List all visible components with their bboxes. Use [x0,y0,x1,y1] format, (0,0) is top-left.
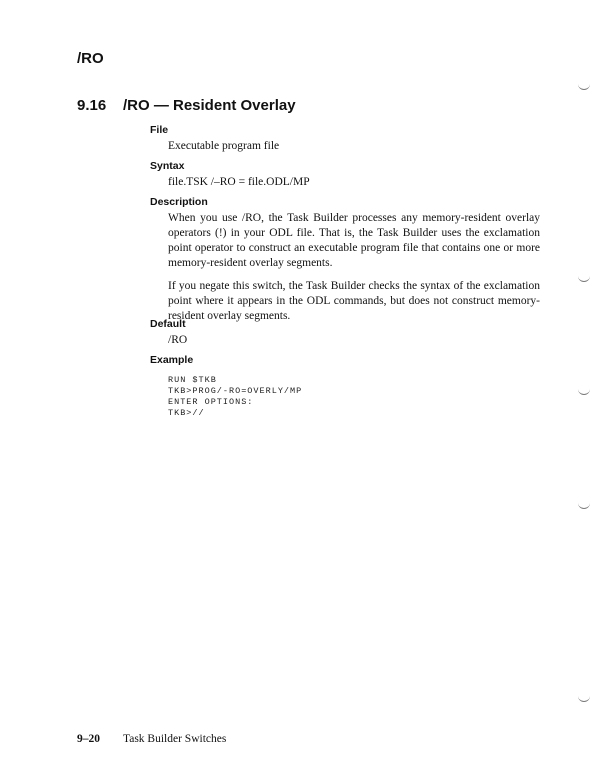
page-number: 9–20 [77,733,100,745]
margin-binding-mark [578,695,590,702]
code-line: ENTER OPTIONS: [168,397,254,407]
page-footer [77,733,226,745]
description-body [168,211,540,332]
syntax-heading: Syntax [150,160,185,172]
default-heading: Default [150,318,186,330]
code-line: TKB>// [168,408,205,418]
example-code [168,375,302,419]
syntax-text: file.TSK /–RO = file.ODL/MP [168,176,310,188]
chapter-title: Task Builder Switches [123,733,227,745]
code-line: RUN $TKB [168,375,217,385]
description-heading: Description [150,196,208,208]
margin-binding-mark [578,502,590,509]
default-text: /RO [168,334,188,346]
description-paragraph: When you use /RO, the Task Builder processes any memory-resident overlay operators (!) in your ODL file. That is, the Task Builder uses the exclamation point operator to construct an executable program file that contains one or more memory-resident overlay segments. [168,212,540,269]
margin-binding-mark [578,388,590,395]
example-heading: Example [150,354,194,366]
file-heading: File [150,124,169,136]
file-text: Executable program file [168,140,280,152]
margin-binding-mark [578,83,590,90]
section-title [77,97,296,114]
description-paragraph: If you negate this switch, the Task Builder checks the syntax of the exclamation point where it appears in the ODL commands, but does not construct memory-resident overlay segments. [168,280,540,322]
margin-binding-mark [578,275,590,282]
section-number: 9.16 [77,97,107,114]
section-title-text: /RO — Resident Overlay [123,97,296,114]
running-head: /RO [77,50,104,67]
code-line: TKB>PROG/-RO=OVERLY/MP [168,386,303,396]
